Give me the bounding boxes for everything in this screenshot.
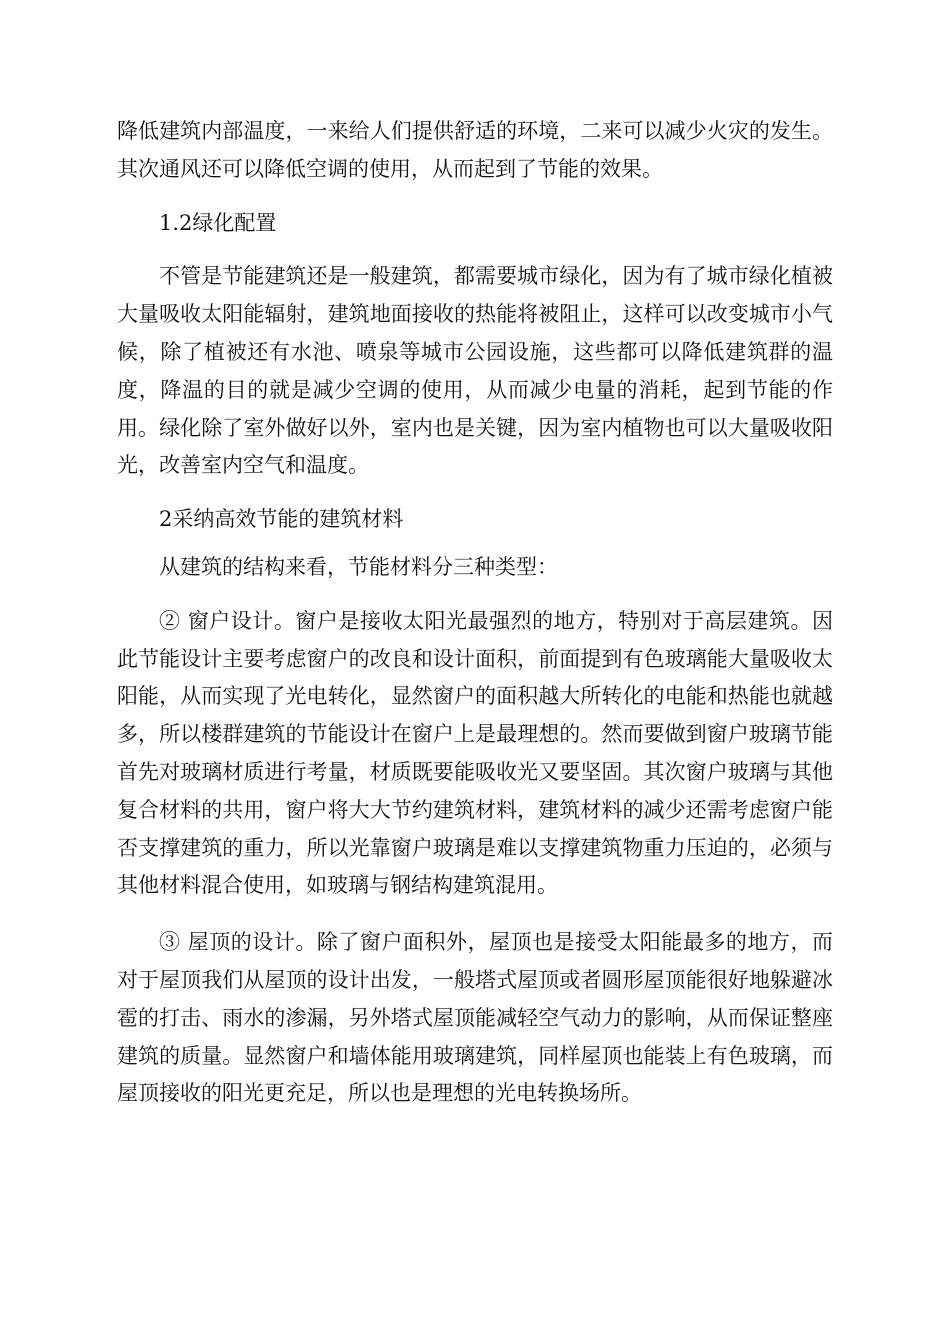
paragraph-ventilation-conclusion: 降低建筑内部温度，一来给人们提供舒适的环境，二来可以减少火灾的发生。其次通风还可以降低空调的使用，从而起到了节能的效果。 (117, 119, 833, 181)
paragraph-greening: 不管是节能建筑还是一般建筑，都需要城市绿化，因为有了城市绿化植被大量吸收太阳能辐射，建筑地面接收的热能将被阻止，这样可以改变城市小气候，除了植被还有水池、喷泉等城市公园设施，这些都可以降低建筑群的温度，降温的目的就是减少空调的使用，从而减少电量的消耗，起到节能的作用。绿化除了室外做好以外，室内也是关键，因为室内植物也可以大量吸收阳光，改善室内空气和温度。 (117, 264, 833, 478)
paragraph-window-design: ② 窗户设计。窗户是接收太阳光最强烈的地方，特别对于高层建筑。因此节能设计主要考虑窗户的改良和设计面积，前面提到有色玻璃能大量吸收太阳能，从而实现了光电转化，显然窗户的面积越大所转化的电能和热能也就越多，所以楼群建筑的节能设计在窗户上是最理想的。然而要做到窗户玻璃节能首先对玻璃材质进行考量，材质既要能吸收光又要坚固。其次窗户玻璃与其他复合材料的共用，窗户将大大节约建筑材料，建筑材料的减少还需考虑窗户能否支撑建筑的重力，所以光靠窗户玻璃是难以支撑建筑物重力压迫的，必须与其他材料混合使用，如玻璃与钢结构建筑混用。 (117, 608, 833, 898)
section-heading-materials: 2采纳高效节能的建筑材料 (159, 507, 404, 532)
paragraph-roof-design: ③ 屋顶的设计。除了窗户面积外，屋顶也是接受太阳能最多的地方，而对于屋顶我们从屋顶的设计出发，一般塔式屋顶或者圆形屋顶能很好地躲避冰雹的打击、雨水的渗漏，另外塔式屋顶能减轻空气动力的影响，从而保证整座建筑的质量。显然窗户和墙体能用玻璃建筑，同样屋顶也能装上有色玻璃，而屋顶接收的阳光更充足，所以也是理想的光电转换场所。 (117, 930, 833, 1106)
paragraph-material-types: 从建筑的结构来看，节能材料分三种类型： (159, 554, 558, 579)
section-heading-greening: 1.2绿化配置 (159, 210, 277, 235)
